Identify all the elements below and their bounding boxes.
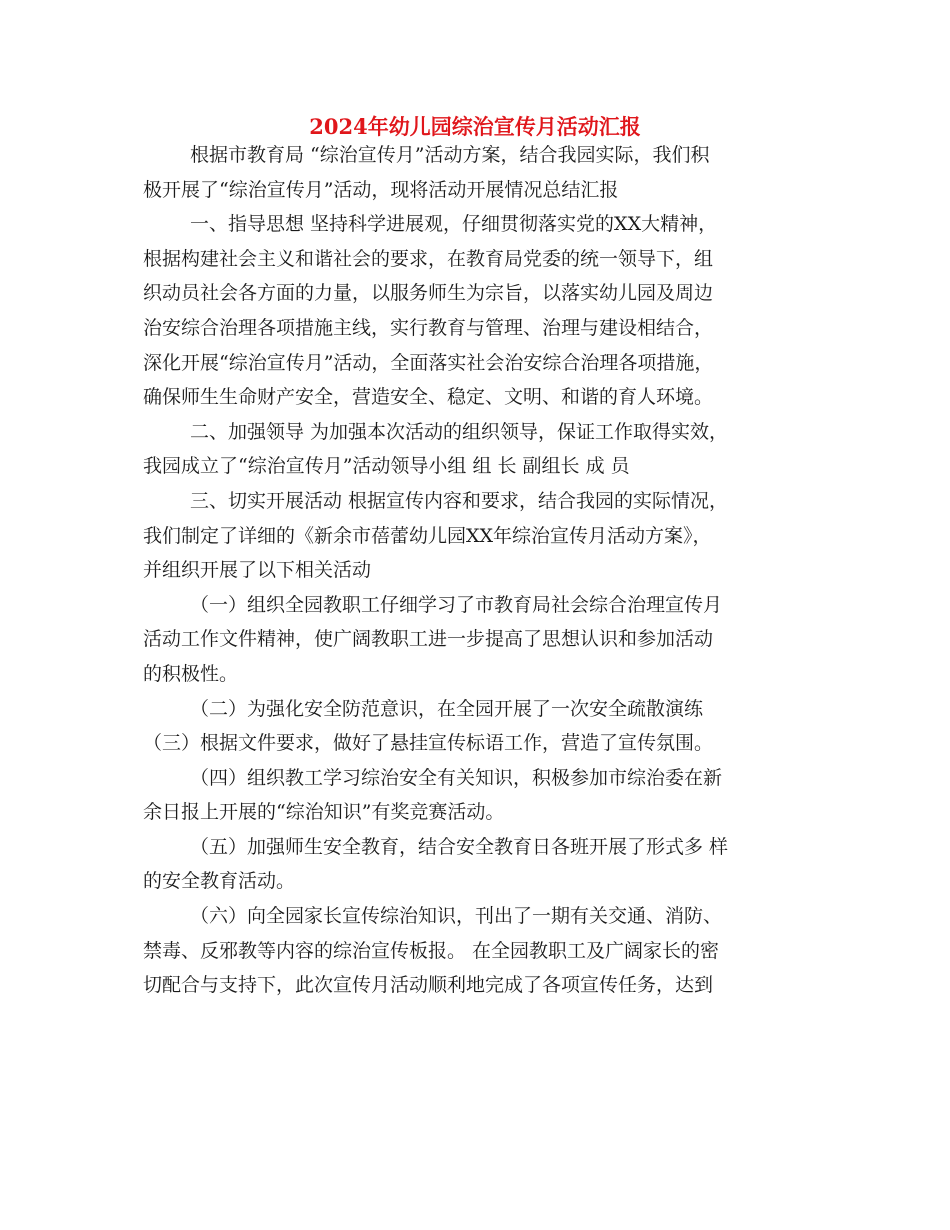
text-line: （三）根据文件要求，做好了悬挂宣传标语工作，营造了宣传氛围。 [143, 732, 714, 755]
text-line: 根据市教育局 “综治宣传月”活动方案，结合我园实际，我们积 [190, 144, 710, 166]
text-line: 三、切实开展活动 根据宣传内容和要求，结合我园的实际情况， [190, 489, 729, 512]
text-line: （一）组织全园教职工仔细学习了市教育局社会综合治理宣传月 [190, 593, 723, 616]
text-line: 二、加强领导 为加强本次活动的组织领导，保证工作取得实效， [190, 420, 729, 443]
text-line: 一、指导思想 坚持科学进展观，仔细贯彻落实党的XX大精神， [190, 213, 718, 236]
text-line: 极开展了“综治宣传月”活动，现将活动开展情况总结汇报 [143, 178, 619, 201]
text-line: 禁毒、反邪教等内容的综治宣传板报。 在全园教职工及广阔家长的密 [143, 939, 720, 962]
text-line: （二）为强化安全防范意识，在全园开展了一次安全疏散演练 [190, 697, 704, 720]
text-line: 织动员社会各方面的力量，以服务师生为宗旨，以落实幼儿园及周边 [143, 282, 714, 305]
text-line: 的安全教育活动。 [143, 870, 296, 893]
text-line: 并组织开展了以下相关活动 [143, 559, 372, 582]
text-line: （四）组织教工学习综治安全有关知识，积极参加市综治委在新 [190, 766, 723, 789]
text-line: 我们制定了详细的《新余市蓓蕾幼儿园XX年综治宣传月活动方案》， [143, 524, 712, 547]
text-line: 根据构建社会主义和谐社会的要求，在教育局党委的统一领导下，组 [143, 247, 714, 270]
document-body [143, 138, 813, 1003]
text-line: 治安综合治理各项措施主线，实行教育与管理、治理与建设相结合， [143, 316, 714, 339]
text-line: 余日报上开展的“综治知识”有奖竞赛活动。 [143, 801, 505, 824]
document-title: 2024年幼儿园综治宣传月活动汇报 [309, 114, 641, 139]
text-line: 我园成立了“综治宣传月”活动领导小组 组 长 副组长 成 员 [143, 455, 630, 478]
text-line: 的积极性。 [143, 662, 239, 685]
text-line: 切配合与支持下，此次宣传月活动顺利地完成了各项宣传任务，达到 [143, 974, 714, 997]
text-line: 活动工作文件精神，使广阔教职工进一步提高了思想认识和参加活动 [143, 628, 714, 651]
text-line: （六）向全园家长宣传综治知识，刊出了一期有关交通、消防、 [190, 905, 723, 928]
text-line: （五）加强师生安全教育，结合安全教育日各班开展了形式多 样 [190, 835, 729, 858]
text-line: 确保师生生命财产安全，营造安全、稳定、文明、和谐的育人环境。 [143, 386, 714, 409]
text-line: 深化开展“综治宣传月”活动，全面落实社会治安综合治理各项措施， [143, 351, 714, 374]
